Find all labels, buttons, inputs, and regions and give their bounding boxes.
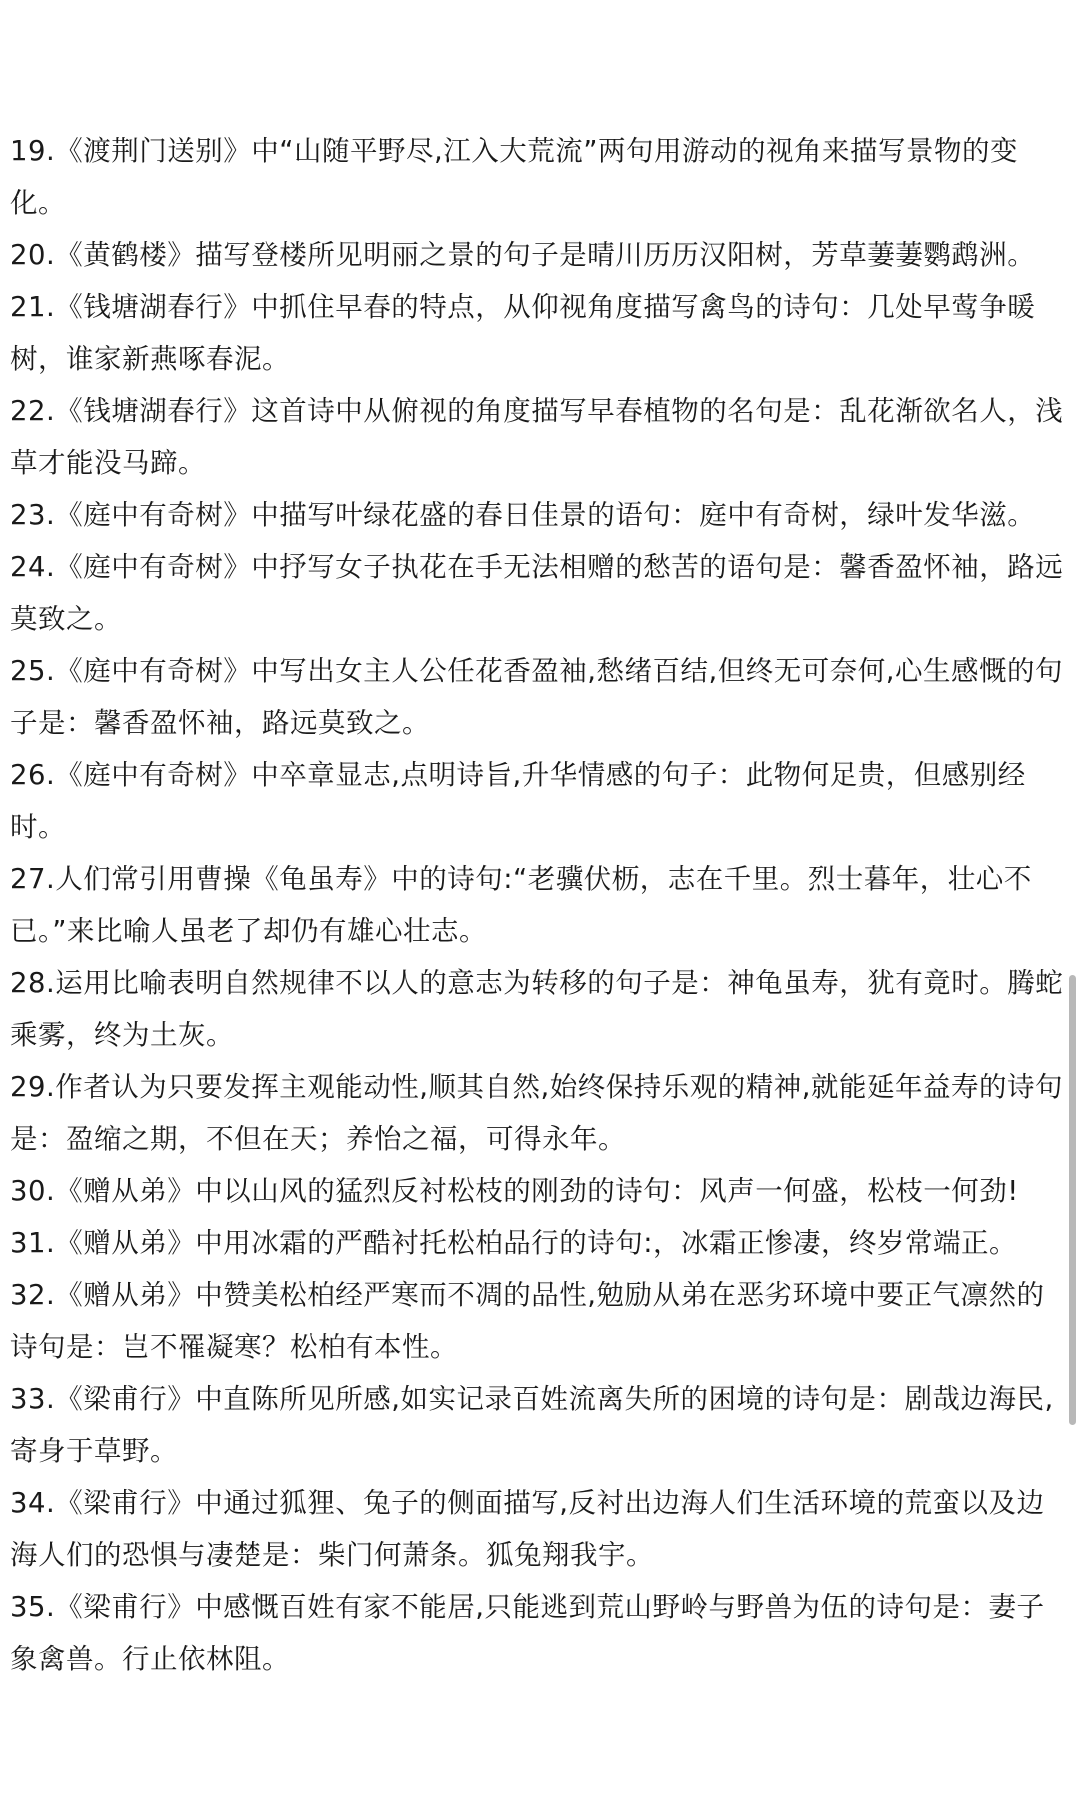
poetry-notes-list [10, 125, 1070, 1685]
vertical-scrollbar[interactable] [1069, 975, 1076, 1425]
list-item: 27.人们常引用曹操《龟虽寿》中的诗句:“老骥伏枥，志在千里。烈士暮年，壮心不已。”来比喻人虽老了却仍有雄心壮志。 [10, 863, 1032, 947]
list-item: 30.《赠从弟》中以山风的猛烈反衬松枝的刚劲的诗句：风声一何盛，松枝一何劲! [10, 1175, 1019, 1207]
list-item: 20.《黄鹤楼》描写登楼所见明丽之景的句子是晴川历历汉阳树，芳草萋萋鹦鹉洲。 [10, 239, 1036, 271]
list-item: 22.《钱塘湖春行》这首诗中从俯视的角度描写早春植物的名句是：乱花渐欲名人，浅草才能没马蹄。 [10, 395, 1064, 479]
list-item: 19.《渡荆门送别》中“山随平野尽,江入大荒流”两句用游动的视角来描写景物的变化。 [10, 135, 1018, 219]
list-item: 21.《钱塘湖春行》中抓住早春的特点，从仰视角度描写禽鸟的诗句：几处早莺争暖树，谁家新燕啄春泥。 [10, 291, 1036, 375]
list-item: 25.《庭中有奇树》中写出女主人公任花香盈袖,愁绪百结,但终无可奈何,心生感慨的句子是：馨香盈怀袖，路远莫致之。 [10, 655, 1063, 739]
list-item: 32.《赠从弟》中赞美松柏经严寒而不凋的品性,勉励从弟在恶劣环境中要正气凛然的诗句是：岂不罹凝寒？松柏有本性。 [10, 1279, 1045, 1363]
list-item: 31.《赠从弟》中用冰霜的严酷衬托松柏品行的诗句:，冰霜正惨凄，终岁常端正。 [10, 1227, 1017, 1259]
list-item: 33.《梁甫行》中直陈所见所感,如实记录百姓流离失所的困境的诗句是：剧哉边海民,寄身于草野。 [10, 1383, 1054, 1467]
list-item: 26.《庭中有奇树》中卒章显志,点明诗旨,升华情感的句子：此物何足贵，但感别经时。 [10, 759, 1026, 843]
list-item: 34.《梁甫行》中通过狐狸、兔子的侧面描写,反衬出边海人们生活环境的荒蛮以及边海人们的恐惧与凄楚是：柴门何萧条。狐兔翔我宇。 [10, 1487, 1045, 1571]
list-item: 29.作者认为只要发挥主观能动性,顺其自然,始终保持乐观的精神,就能延年益寿的诗句是：盈缩之期，不但在天；养怡之福，可得永年。 [10, 1071, 1063, 1155]
list-item: 35.《梁甫行》中感慨百姓有家不能居,只能逃到荒山野岭与野兽为伍的诗句是：妻子象禽兽。行止依林阻。 [10, 1591, 1045, 1675]
list-item: 24.《庭中有奇树》中抒写女子执花在手无法相赠的愁苦的语句是：馨香盈怀袖，路远莫致之。 [10, 551, 1064, 635]
list-item: 28.运用比喻表明自然规律不以人的意志为转移的句子是：神龟虽寿，犹有竟时。腾蛇乘雾，终为土灰。 [10, 967, 1064, 1051]
list-item: 23.《庭中有奇树》中描写叶绿花盛的春日佳景的语句：庭中有奇树，绿叶发华滋。 [10, 499, 1036, 531]
